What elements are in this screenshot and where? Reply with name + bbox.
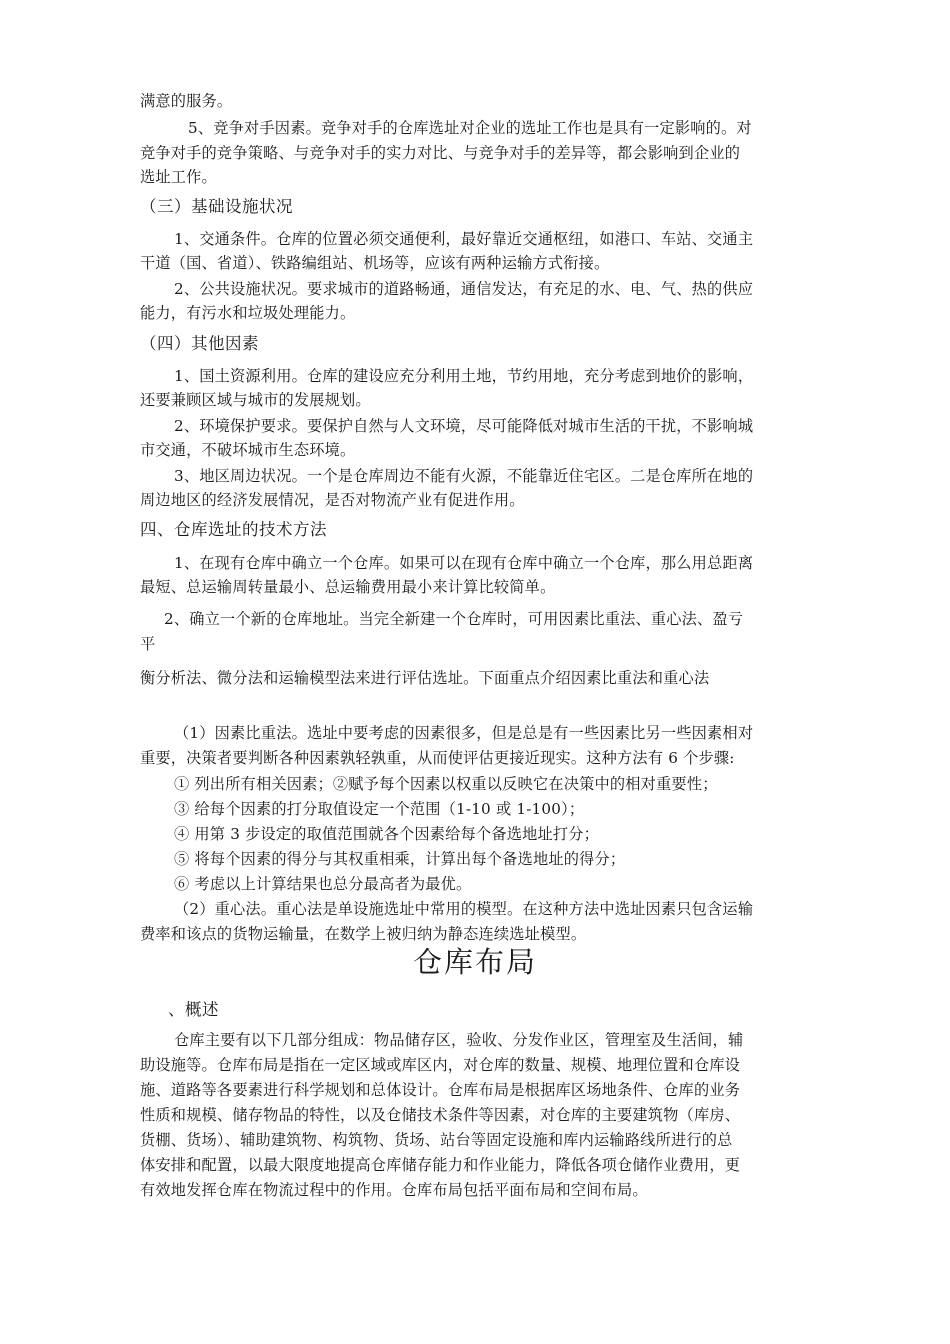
paragraph-line: 竞争对手的竞争策略、与竞争对手的实力对比、与竞争对手的差异等，都会影响到企业的 <box>140 144 741 162</box>
paragraph-line: 最短、总运输周转量最小、总运输费用最小来计算比较简单。 <box>140 578 556 596</box>
paragraph-line: 干道（国、省道）、铁路编组站、机场等，应该有两种运输方式衔接。 <box>140 254 610 272</box>
paragraph-line: （1）因素比重法。选址中要考虑的因素很多，但是总是有一些因素比另一些因素相对 <box>174 724 754 742</box>
paragraph-line: 衡分析法、微分法和运输模型法来进行评估选址。下面重点介绍因素比重法和重心法 <box>140 669 710 687</box>
paragraph-line: （2）重心法。重心法是单设施选址中常用的模型。在这种方法中选址因素只包含运输 <box>174 900 754 918</box>
paragraph-line: ⑥ 考虑以上计算结果也总分最高者为最优。 <box>174 875 472 893</box>
paragraph-line: 仓库主要有以下几部分组成：物品储存区，验收、分发作业区，管理室及生活间，辅 <box>174 1031 744 1049</box>
paragraph-line: 5、竞争对手因素。竞争对手的仓库选址对企业的选址工作也是具有一定影响的。对 <box>188 119 752 137</box>
paragraph-line: 能力，有污水和垃圾处理能力。 <box>140 304 356 322</box>
section-heading: 四、仓库选址的技术方法 <box>140 520 327 539</box>
paragraph-line: ③ 给每个因素的打分取值设定一个范围（1-10 或 1-100）； <box>174 800 585 818</box>
paragraph-line: 1、在现有仓库中确立一个仓库。如果可以在现有仓库中确立一个仓库，那么用总距离 <box>174 554 754 572</box>
paragraph-line: 体安排和配置，以最大限度地提高仓库储存能力和作业能力，降低各项仓储作业费用，更 <box>140 1156 741 1174</box>
paragraph-line: 2、环境保护要求。要保护自然与人文环境，尽可能降低对城市生活的干扰，不影响城 <box>174 417 754 435</box>
section-heading: （四）其他因素 <box>140 334 259 353</box>
paragraph-line: 1、国土资源利用。仓库的建设应充分利用土地，节约用地，充分考虑到地价的影响， <box>174 367 754 385</box>
paragraph-line: ④ 用第 3 步设定的取值范围就各个因素给每个备选地址打分； <box>174 825 600 843</box>
section-heading: （三）基础设施状况 <box>140 197 293 216</box>
paragraph-line: 1、交通条件。仓库的位置必须交通便利，最好靠近交通枢纽，如港口、车站、交通主 <box>174 230 754 248</box>
paragraph-line: 费率和该点的货物运输量，在数学上被归纳为静态连续选址模型。 <box>140 925 587 943</box>
paragraph-line: 平 <box>140 635 156 653</box>
paragraph-line: 重要，决策者要判断各种因素孰轻孰重，从而使评估更接近现实。这种方法有 6 个步骤: <box>140 749 735 767</box>
section-title: 仓库布局 <box>412 945 537 979</box>
paragraph-line: 2、确立一个新的仓库地址。当完全新建一个仓库时，可用因素比重法、重心法、盈亏 <box>164 610 744 628</box>
paragraph-line: ① 列出所有相关因素；②赋予每个因素以权重以反映它在决策中的相对重要性； <box>174 775 718 793</box>
paragraph-line: 施、道路等各要素进行科学规划和总体设计。仓库布局是根据库区场地条件、仓库的业务 <box>140 1081 741 1099</box>
section-heading: 、概述 <box>168 1000 219 1019</box>
paragraph-line: 选址工作。 <box>140 168 217 186</box>
paragraph-line: 满意的服务。 <box>140 92 233 110</box>
paragraph-line: 3、地区周边状况。一个是仓库周边不能有火源，不能靠近住宅区。二是仓库所在地的 <box>174 467 754 485</box>
paragraph-line: 助设施等。仓库布局是指在一定区域或库区内，对仓库的数量、规模、地理位置和仓库设 <box>140 1056 741 1074</box>
paragraph-line: 周边地区的经济发展情况，是否对物流产业有促进作用。 <box>140 491 525 509</box>
paragraph-line: 还要兼顾区域与城市的发展规划。 <box>140 391 371 409</box>
paragraph-line: 2、公共设施状况。要求城市的道路畅通，通信发达，有充足的水、电、气、热的供应 <box>174 280 754 298</box>
paragraph-line: 性质和规模、储存物品的特性，以及仓储技术条件等因素，对仓库的主要建筑物（库房、 <box>140 1106 741 1124</box>
paragraph-line: 市交通，不破坏城市生态环境。 <box>140 441 356 459</box>
paragraph-line: ⑤ 将每个因素的得分与其权重相乘，计算出每个备选地址的得分； <box>174 850 626 868</box>
paragraph-line: 有效地发挥仓库在物流过程中的作用。仓库布局包括平面布局和空间布局。 <box>140 1181 648 1199</box>
paragraph-line: 货棚、货场）、辅助建筑物、构筑物、货场、站台等固定设施和库内运输路线所进行的总 <box>140 1131 733 1149</box>
